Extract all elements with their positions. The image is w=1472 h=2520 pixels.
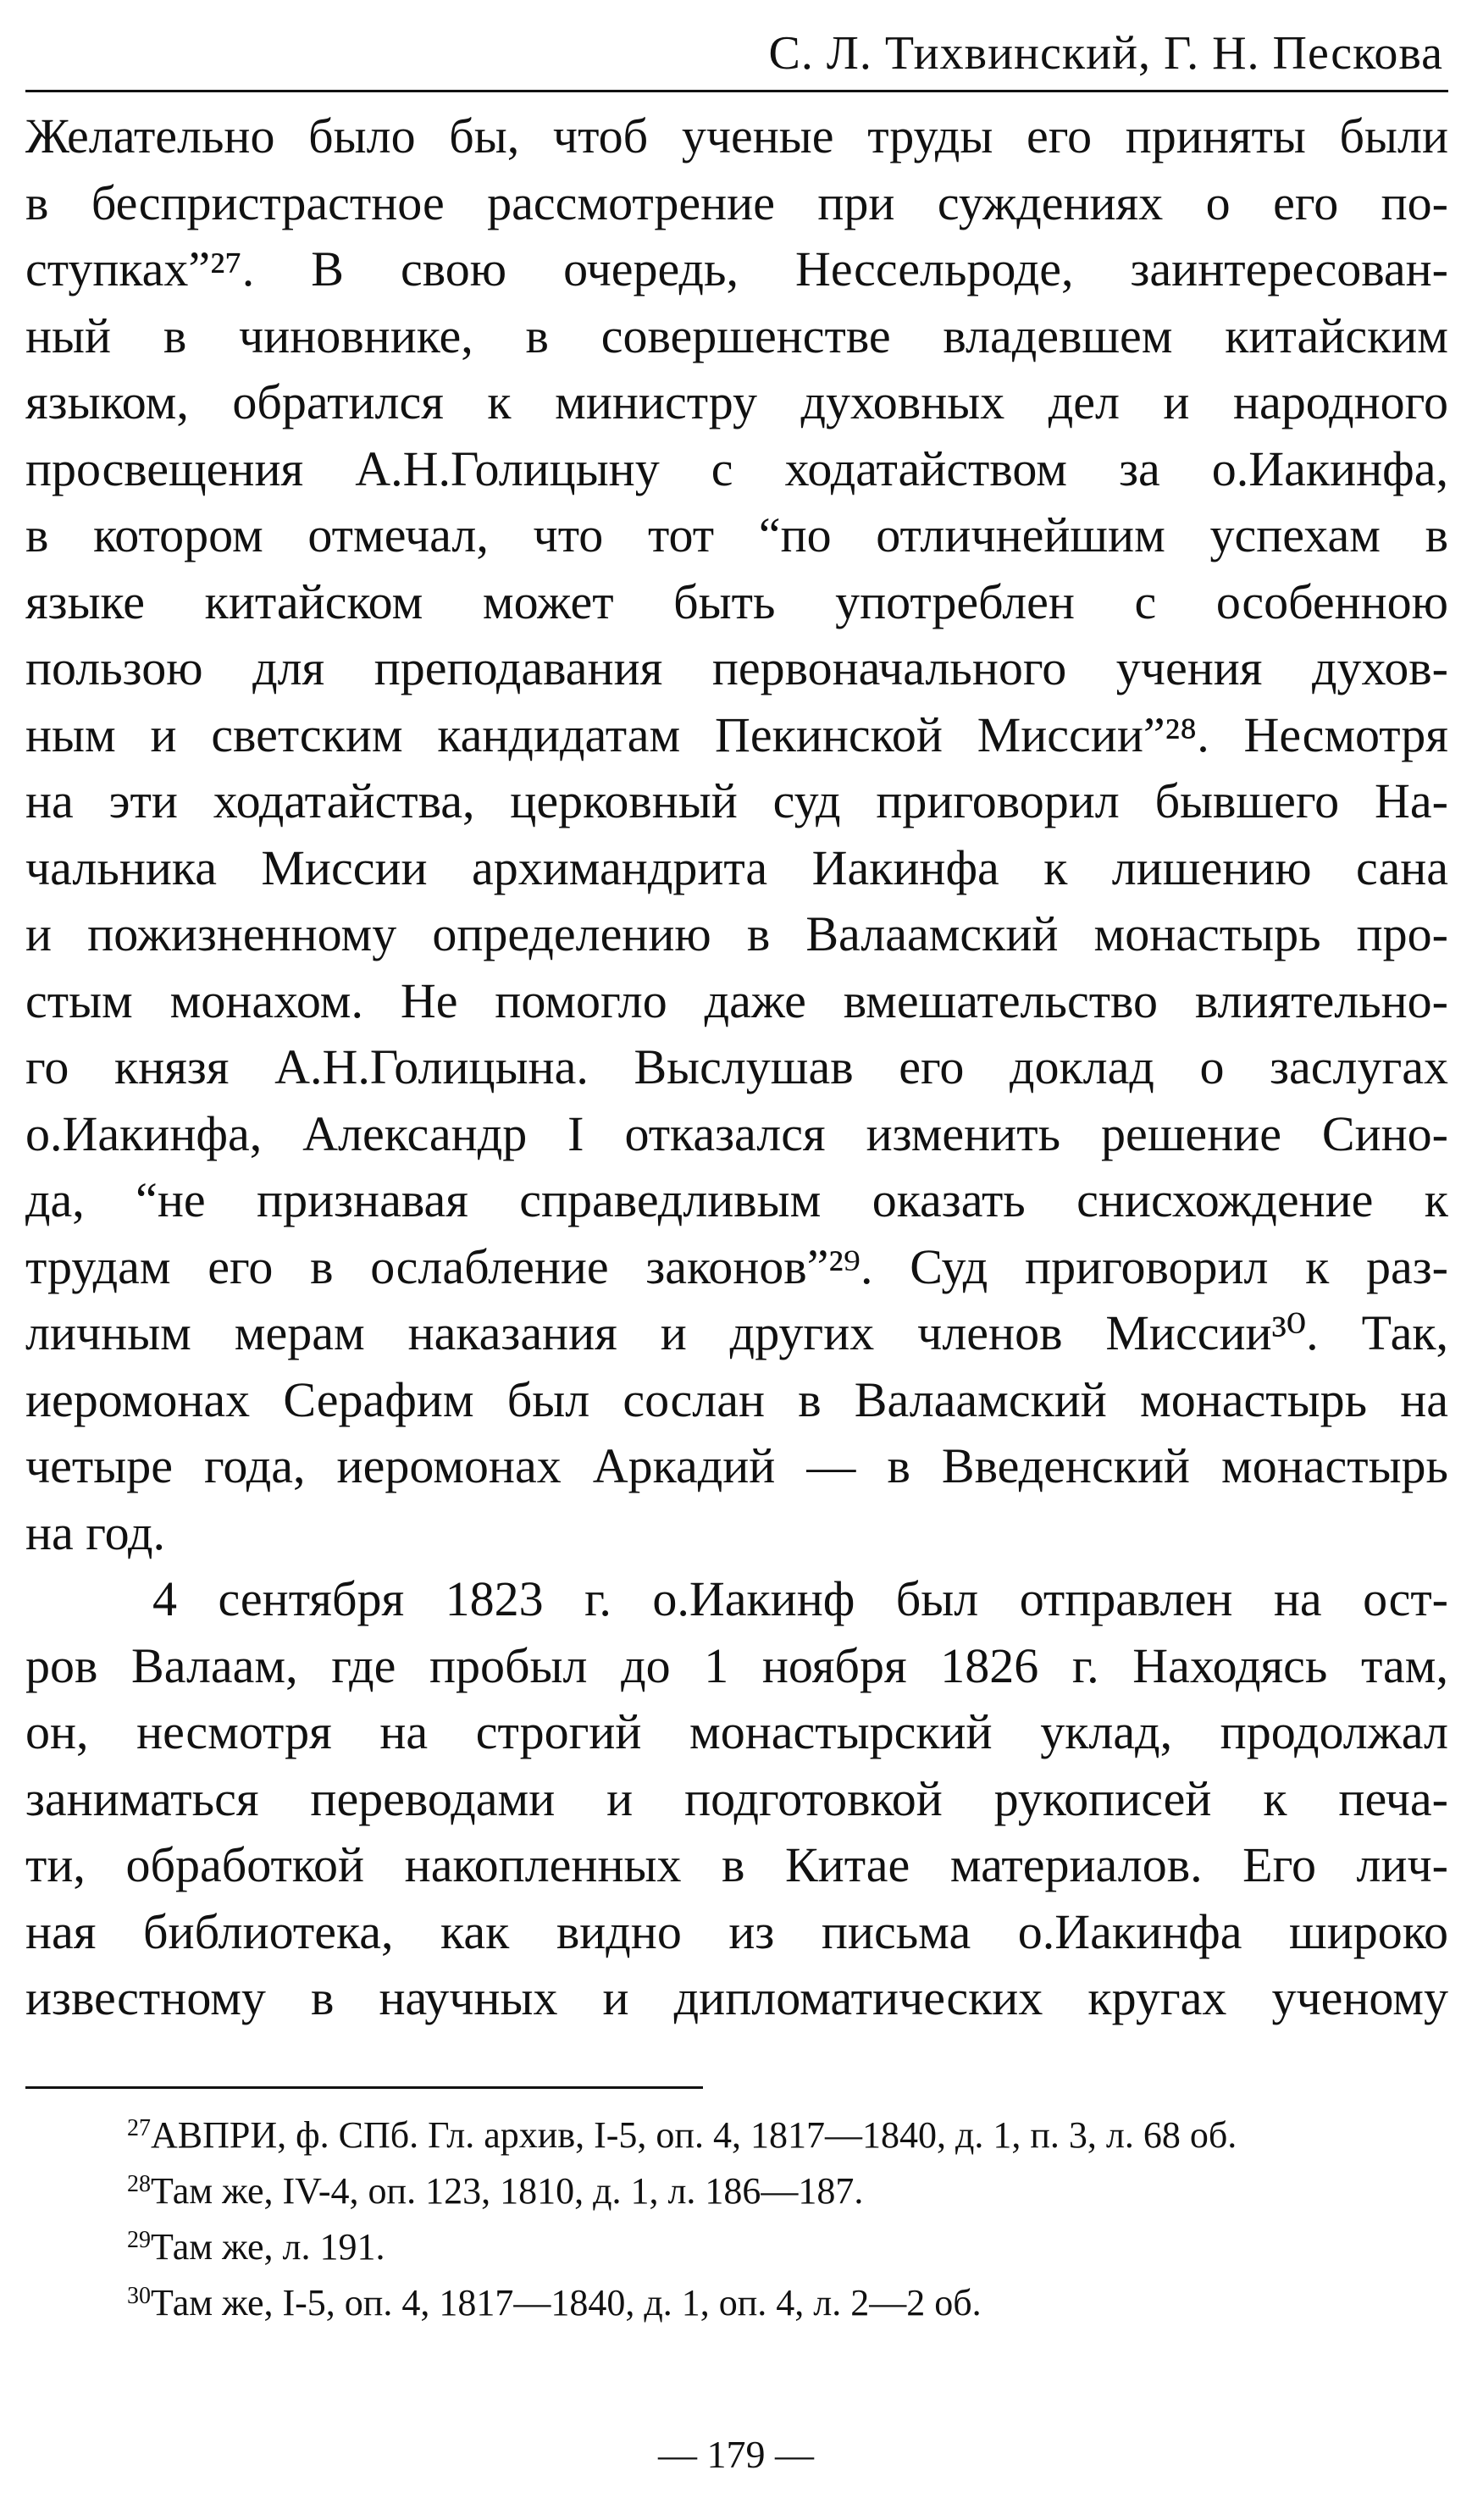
footnote-30 [127, 2275, 1414, 2331]
text-line: стым монахом. Не помогло даже вмешательство влиятельно- [25, 972, 1448, 1028]
text-line: го князя А.Н.Голицына. Выслушав его доклад о заслугах [25, 1039, 1448, 1094]
main-text [25, 103, 1448, 2032]
footnote-text: АВПРИ, ф. СПб. Гл. архив, I-5, оп. 4, 1817—1840, д. 1, п. 3, л. 68 об. [151, 2114, 1237, 2156]
footnote-rule [25, 2086, 703, 2089]
text-line: и пожизненному определению в Валаамский монастырь про- [25, 906, 1448, 961]
text-line: ным и светским кандидатам Пекинской Миссии”²⁸. Несмотря [25, 706, 1448, 762]
text-line: ный в чиновнике, в совершенстве владевшем китайским [25, 307, 1448, 363]
text-line: на эти ходатайства, церковный суд приговорил бывшего На- [25, 773, 1448, 828]
text-line: заниматься переводами и подготовкой рукописей к печа- [25, 1770, 1448, 1826]
text-line: ров Валаам, где пробыл до 1 ноября 1826 г. Находясь там, [25, 1637, 1448, 1693]
text-line: ступках”²⁷. В свою очередь, Нессельроде, заинтересован- [25, 241, 1448, 296]
footnote-text: Там же, I-5, оп. 4, 1817—1840, д. 1, оп. 4, л. 2—2 об. [151, 2282, 982, 2323]
text-line: Желательно было бы, чтоб ученые труды его приняты были [25, 108, 1448, 163]
footnote-27 [127, 2107, 1414, 2163]
footnote-mark: 30 [127, 2283, 151, 2309]
paragraph-start-line: 4 сентября 1823 г. о.Иакинф был отправлен на ост- [152, 1571, 1448, 1626]
text-line: о.Иакинфа, Александр I отказался изменить решение Сино- [25, 1105, 1448, 1161]
text-line: языке китайском может быть употреблен с особенною [25, 573, 1448, 629]
text-line: пользою для преподавания первоначального учения духов- [25, 640, 1448, 695]
text-line: он, несмотря на строгий монастырский уклад, продолжал [25, 1704, 1448, 1759]
text-line: ти, обработкой накопленных в Китае материалов. Его лич- [25, 1837, 1448, 1892]
footnote-29 [127, 2219, 1414, 2275]
running-head: С. Л. Тихвинский, Г. Н. Пескова [768, 27, 1443, 80]
footnote-mark: 27 [127, 2115, 151, 2141]
footnote-text: Там же, л. 191. [151, 2226, 385, 2268]
header-rule [25, 90, 1448, 92]
text-line: чальника Миссии архимандрита Иакинфа к лишению сана [25, 839, 1448, 895]
text-line: трудам его в ослабление законов”²⁹. Суд приговорил к раз- [25, 1238, 1448, 1294]
text-line: в котором отмечал, что тот “по отличнейшим успехам в [25, 507, 1448, 562]
text-line: ная библиотека, как видно из письма о.Иакинфа широко [25, 1903, 1448, 1959]
text-line: личным мерам наказания и других членов Миссии³⁰. Так, [25, 1305, 1448, 1360]
page-number: — 179 — [658, 2433, 814, 2476]
text-line: иеромонах Серафим был сослан в Валаамский монастырь на [25, 1371, 1448, 1427]
text-line: просвещения А.Н.Голицыну с ходатайством за о.Иакинфа, [25, 440, 1448, 496]
footnotes [127, 2107, 1414, 2331]
text-line: да, “не признавая справедливым оказать снисхождение к [25, 1172, 1448, 1227]
footnote-mark: 28 [127, 2171, 151, 2197]
footnote-text: Там же, IV-4, оп. 123, 1810, д. 1, л. 186—187. [151, 2170, 864, 2212]
paragraph-end-line: на год. [25, 1504, 165, 1560]
footnote-28 [127, 2163, 1414, 2219]
text-line: известному в научных и дипломатических кругах ученому [25, 1970, 1448, 2025]
text-line: языком, обратился к министру духовных дел и народного [25, 374, 1448, 429]
text-line: в беспристрастное рассмотрение при суждениях о его по- [25, 174, 1448, 230]
footnote-mark: 29 [127, 2227, 151, 2253]
text-line: четыре года, иеромонах Аркадий — в Введенский монастырь [25, 1438, 1448, 1493]
